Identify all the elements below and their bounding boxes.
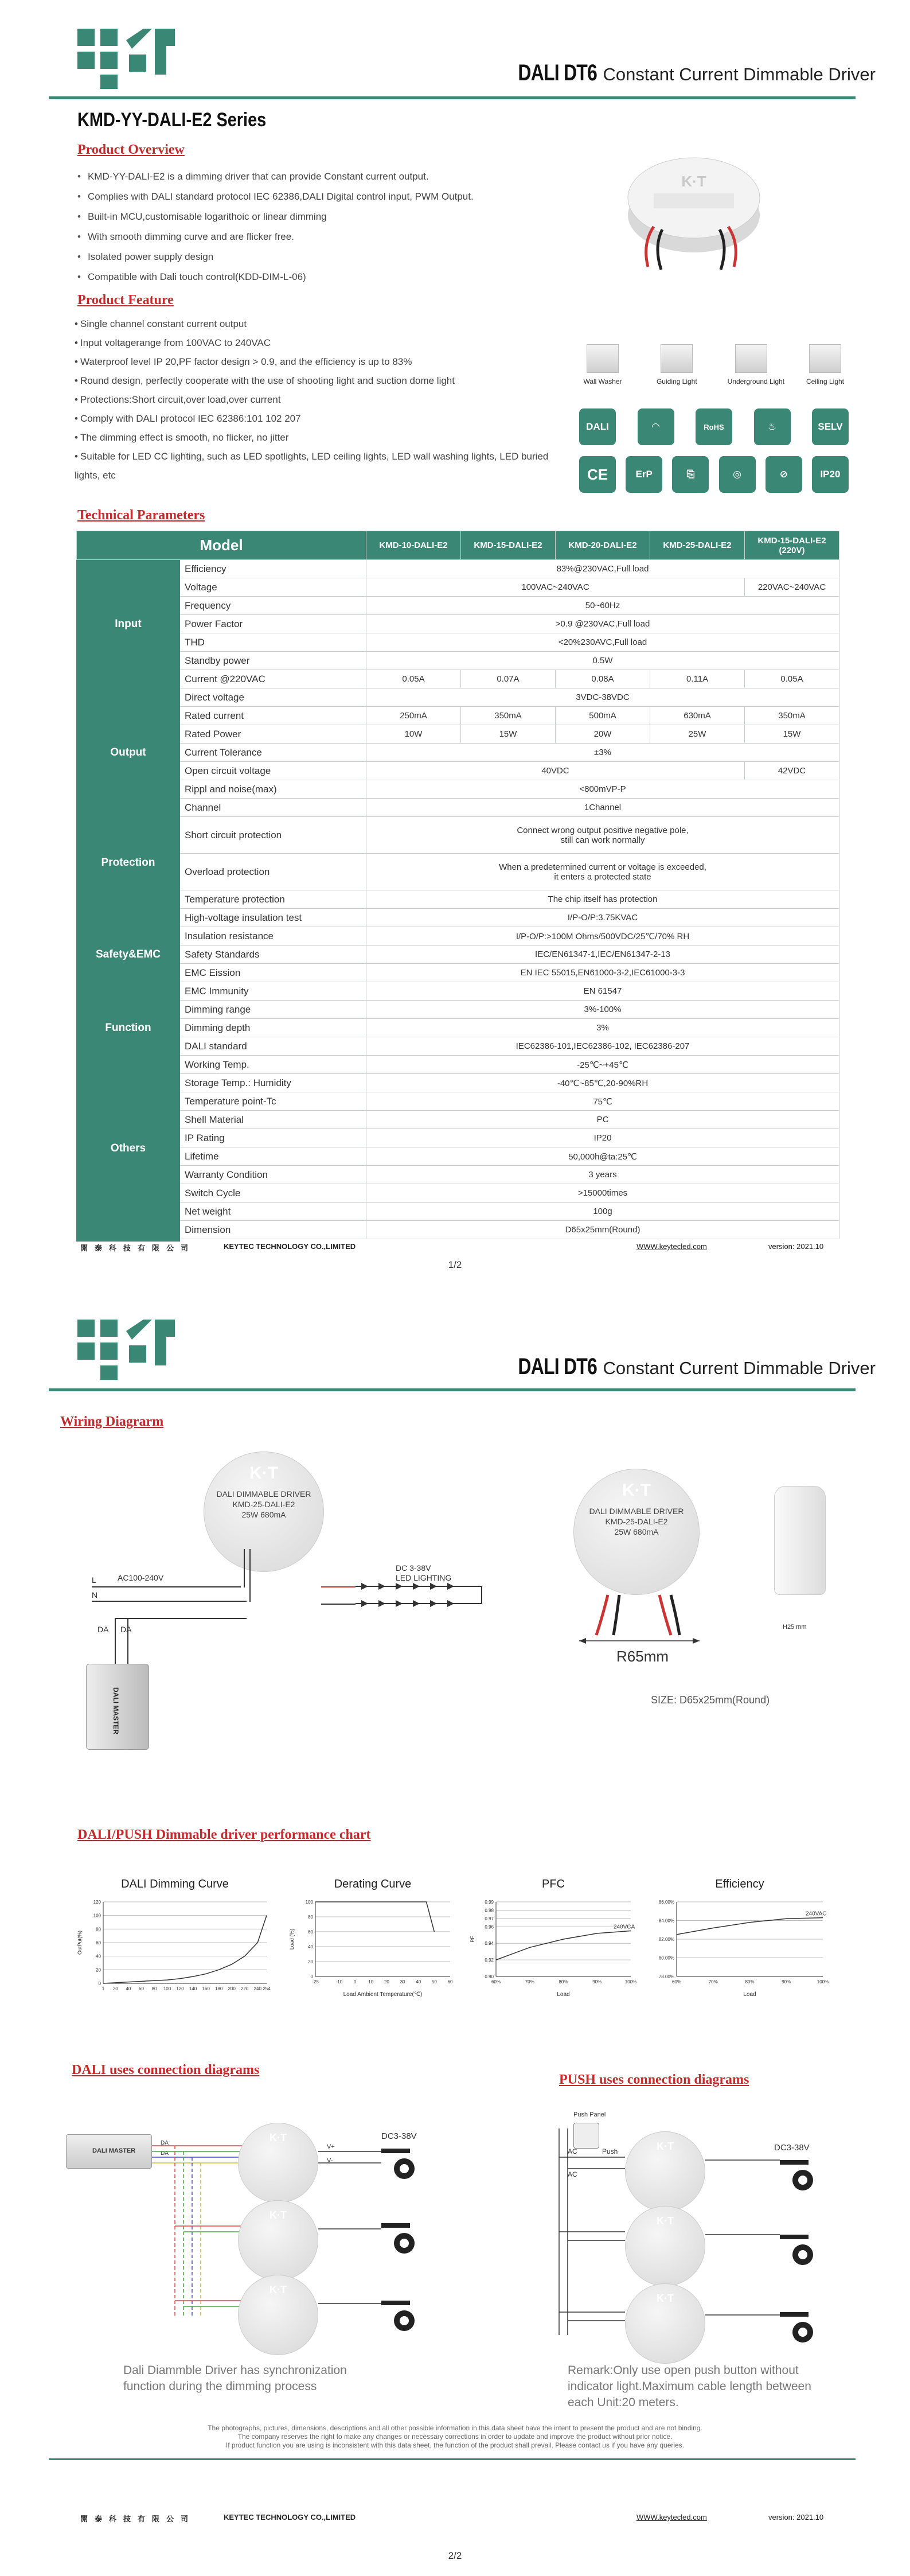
x-tick-label: 20: [112, 1986, 118, 1991]
chart-pfc: [467, 1878, 639, 1999]
model-header: Model: [77, 531, 366, 560]
table-row: Open circuit voltage 40VDC 42VDC: [77, 762, 839, 780]
y-axis-label: Load (%): [289, 1928, 295, 1950]
header-divider: [49, 1388, 856, 1391]
list-item: • Input voltagerange from 100VAC to 240VAC: [75, 333, 556, 352]
spotlight-icon: [780, 2232, 820, 2266]
series-name-label: 240VAC: [806, 1910, 827, 1917]
y-tick-label: 80: [96, 1927, 101, 1932]
pfc-chart-svg: [467, 1896, 639, 1999]
group-safety-emc: Safety&EMC: [77, 909, 180, 1001]
footer: 開泰科技有限公司 KEYTEC TECHNOLOGY CO.,LIMITED WWW.keytecled.com version: 2021.10: [80, 2513, 824, 2523]
x-axis-label: Load: [743, 1991, 756, 1998]
driver-cables-icon: [568, 1583, 711, 1658]
dc-label: DC3-38V: [381, 2131, 417, 2141]
x-tick-label: 90%: [782, 1979, 791, 1984]
ceiling-light-icon: [809, 344, 841, 373]
x-tick-label: 20: [384, 1979, 389, 1984]
series-line: [103, 1916, 267, 1983]
l-label: L: [92, 1575, 96, 1585]
feature-title: Product Feature: [77, 293, 174, 308]
x-axis-label: Load Ambient Temperature(℃): [343, 1991, 423, 1998]
list-item: • The dimming effect is smooth, no flicker, no jitter: [75, 428, 556, 447]
led-string-icon: [356, 1581, 487, 1609]
app-wall-washer: Wall Washer: [579, 344, 626, 390]
dali-connection-title: DALI uses connection diagrams: [72, 2063, 260, 2077]
group-others: Others: [77, 1056, 180, 1242]
table-row: Insulation resistance I/P-O/P:>100M Ohms/500VDC/25℃/70% RH: [77, 927, 839, 945]
y-tick-label: 0.96: [485, 1924, 494, 1930]
push-caption: Remark:Only use open push button without indicator light.Maximum cable length between each Unit:20 meters.: [568, 2364, 811, 2409]
da-label-1: DA: [97, 1625, 109, 1634]
table-row: Frequency 50~60Hz: [77, 597, 839, 615]
table-row: Rated Power 10W 15W 20W 25W 15W: [77, 725, 839, 744]
ac-label: AC100-240V: [118, 1573, 164, 1582]
table-row: THD <20%230AVC,Full load: [77, 633, 839, 652]
x-tick-label: 1: [101, 1986, 105, 1991]
table-row: Output Direct voltage 3VDC-38VDC: [77, 688, 839, 707]
header-title: DALI DT6 Constant Current Dimmable Driver: [518, 1354, 876, 1379]
website-link[interactable]: WWW.keytecled.com: [636, 1242, 707, 1251]
driver-unit-3: K·T: [625, 2283, 705, 2364]
table-row: Voltage 100VAC~240VAC 220VAC~240VAC: [77, 578, 839, 597]
chart-title: Efficiency: [715, 1878, 764, 1890]
table-row: IP Rating IP20: [77, 1129, 839, 1147]
model-15: KMD-15-DALI-E2: [461, 531, 556, 560]
x-tick-label: 90%: [592, 1979, 602, 1984]
overview-title: Product Overview: [77, 142, 185, 157]
x-tick-label: 70%: [525, 1979, 534, 1984]
da-label: DA: [161, 2150, 169, 2157]
driver-unit-1: K·T: [238, 2123, 318, 2203]
table-row: Net weight 100g: [77, 1203, 839, 1221]
group-protection: Protection: [77, 817, 180, 909]
dali-master-box: DALI MASTER: [66, 2134, 152, 2169]
table-row: Others Working Temp. -25℃~+45℃: [77, 1056, 839, 1074]
ac-label: AC: [568, 2170, 577, 2178]
dali-master-device: DALI MASTER: [86, 1664, 149, 1750]
overview-list: [77, 166, 474, 287]
wall-washer-icon: [587, 344, 619, 373]
spotlight-icon: [780, 2309, 820, 2344]
chart-title: PFC: [542, 1878, 565, 1890]
dc-label: DC3-38V: [774, 2143, 810, 2153]
driver-unit-2: K·T: [625, 2206, 705, 2286]
da-label-2: DA: [120, 1625, 132, 1634]
x-tick-label: 120: [176, 1986, 184, 1991]
y-tick-label: 0.98: [485, 1908, 494, 1913]
h25-label: H25 mm: [783, 1624, 807, 1631]
list-item: • Complies with DALI standard protocol IEC 62386,DALI Digital control input, PWM Output.: [77, 186, 474, 207]
series-line: [496, 1931, 631, 1960]
x-tick-label: 60%: [491, 1979, 501, 1984]
x-tick-label: 254: [263, 1986, 271, 1991]
dali-cert-icon: DALI: [579, 408, 616, 445]
table-row: Switch Cycle >15000times: [77, 1184, 839, 1203]
y-tick-label: 0.94: [485, 1941, 494, 1947]
x-tick-label: 10: [368, 1979, 374, 1984]
model-25: KMD-25-DALI-E2: [650, 531, 745, 560]
company-en: KEYTEC TECHNOLOGY CO.,LIMITED: [224, 1242, 356, 1251]
list-item: • KMD-YY-DALI-E2 is a dimming driver that can provide Constant current output.: [77, 166, 474, 186]
series-name-label: 240VCA: [614, 1924, 635, 1931]
website-link[interactable]: WWW.keytecled.com: [636, 2513, 707, 2521]
vminus-label: V-: [327, 2157, 333, 2164]
table-row: Function Dimming range 3%-100%: [77, 1001, 839, 1019]
y-tick-label: 100: [93, 1913, 101, 1919]
y-tick-label: 80.00%: [658, 1955, 674, 1961]
footer-divider: [49, 2458, 856, 2460]
r65-label: R65mm: [616, 1648, 669, 1665]
table-row: Temperature protection The chip itself has protection: [77, 890, 839, 909]
ip20-cert-icon: IP20: [812, 456, 849, 493]
y-axis-label: PF: [470, 1936, 475, 1943]
x-tick-label: 50: [431, 1979, 437, 1984]
svg-text:K·T: K·T: [681, 173, 706, 190]
table-row: Rippl and noise(max) <800mVP-P: [77, 780, 839, 799]
dc-label: DC 3-38V: [396, 1563, 431, 1573]
table-row: Dimension D65x25mm(Round): [77, 1221, 839, 1239]
app-underground-light: Underground Light: [728, 344, 775, 390]
y-tick-label: 80: [308, 1915, 313, 1920]
driver-diagram: K·T DALI DIMMABLE DRIVER KMD-25-DALI-E2 25W 680mA: [204, 1452, 324, 1572]
header-title-small: Constant Current Dimmable Driver: [603, 64, 876, 84]
y-tick-label: 40: [96, 1954, 101, 1959]
spotlight-icon: [381, 2220, 421, 2255]
gtk-cert-icon: ◎: [719, 456, 756, 493]
technical-parameters-table: [76, 531, 839, 1242]
table-row: Storage Temp.: Humidity -40℃~85℃,20-90%RH: [77, 1074, 839, 1092]
wiring-title: Wiring Diagrarm: [60, 1414, 164, 1429]
app-ceiling-light: Ceiling Light: [802, 344, 849, 390]
x-tick-label: -25: [312, 1979, 319, 1984]
x-tick-label: 80: [151, 1986, 157, 1991]
y-tick-label: 100: [305, 1900, 313, 1905]
x-tick-label: -10: [335, 1979, 343, 1984]
feature-list: [75, 314, 556, 485]
list-item: • Isolated power supply design: [77, 247, 474, 267]
list-item: • Compatible with Dali touch control(KDD-DIM-L-06): [77, 267, 474, 287]
tc-icon: ♨: [754, 408, 791, 445]
performance-title: DALI/PUSH Dimmable driver performance chart: [77, 1827, 371, 1842]
pb-free-icon: ⊘: [766, 456, 802, 493]
ce-cert-icon: CE: [579, 456, 616, 493]
chart-efficiency: [648, 1878, 831, 1999]
y-tick-label: 120: [93, 1900, 101, 1905]
table-row: Safety Standards IEC/EN61347-1,IEC/EN61347-2-13: [77, 945, 839, 964]
y-tick-label: 0.99: [485, 1900, 494, 1905]
y-tick-label: 78.00%: [658, 1974, 674, 1979]
driver-dimension-diagram: K·T DALI DIMMABLE DRIVER KMD-25-DALI-E2 25W 680mA: [573, 1469, 700, 1595]
y-tick-label: 0.97: [485, 1916, 494, 1921]
application-icons: [579, 344, 849, 390]
keytec-logo-icon: [75, 1314, 178, 1383]
header-title-big: DALI DT6: [518, 60, 597, 85]
group-function: Function: [77, 1001, 180, 1056]
underground-light-icon: [735, 344, 767, 373]
group-output: Output: [77, 688, 180, 817]
cert-row-2: [579, 456, 849, 493]
x-tick-label: 160: [202, 1986, 210, 1991]
footer: [80, 1242, 853, 1259]
list-item: • Comply with DALI protocol IEC 62386:101 102 207: [75, 409, 556, 428]
app-guiding-light: Guiding Light: [653, 344, 700, 390]
table-row: Warranty Condition 3 years: [77, 1166, 839, 1184]
x-tick-label: 240: [253, 1986, 261, 1991]
cert-row-1: [579, 408, 849, 445]
x-tick-label: 30: [400, 1979, 405, 1984]
page-2: [0, 1297, 910, 2576]
header-title: [498, 60, 876, 86]
n-label: N: [92, 1590, 98, 1600]
model-10: KMD-10-DALI-E2: [366, 531, 461, 560]
x-tick-label: 60%: [671, 1979, 682, 1984]
dali-dimming-chart-svg: [75, 1896, 275, 1999]
ac-label: AC: [568, 2147, 577, 2155]
driver-unit-3: K·T: [238, 2275, 318, 2355]
company-cn: 開泰科技有限公司: [80, 1244, 196, 1252]
x-tick-label: 100%: [817, 1979, 829, 1984]
derating-chart-svg: [287, 1896, 459, 1999]
version: version: 2021.10: [768, 1242, 824, 1251]
selv-cert-icon: SELV: [812, 408, 849, 445]
da-label: DA: [161, 2140, 169, 2146]
push-connection-title: PUSH uses connection diagrams: [559, 2072, 749, 2087]
x-tick-label: 60: [139, 1986, 144, 1991]
chart-title: Derating Curve: [334, 1878, 412, 1890]
dimmable-icon: ◠: [638, 408, 674, 445]
chart-derating: [287, 1878, 459, 1999]
table-row: EMC Eission EN IEC 55015,EN61000-3-2,IEC61000-3-3: [77, 964, 839, 982]
x-tick-label: 40: [126, 1986, 131, 1991]
spotlight-icon: [381, 2298, 421, 2332]
table-row: Channel 1Channel: [77, 799, 839, 817]
x-tick-label: 100: [163, 1986, 171, 1991]
table-row: Safety&EMC High-voltage insulation test I/P-O/P:3.75KVAC: [77, 909, 839, 927]
list-item: • With smooth dimming curve and are flicker free.: [77, 227, 474, 247]
rohs-cert-icon: RoHS: [696, 408, 732, 445]
model-20: KMD-20-DALI-E2: [556, 531, 650, 560]
model-15-220v: KMD-15-DALI-E2 (220V): [745, 531, 839, 560]
page-number: 1/2: [448, 1259, 462, 1270]
x-tick-label: 200: [228, 1986, 236, 1991]
table-row: Standby power 0.5W: [77, 652, 839, 670]
led-lighting-label: LED LIGHTING: [396, 1573, 452, 1582]
series-title: KMD-YY-DALI-E2 Series: [77, 109, 267, 131]
table-row: [77, 1239, 839, 1242]
list-item: • Protections:Short circuit,over load,over current: [75, 390, 556, 409]
y-tick-label: 0: [98, 1981, 101, 1986]
efficiency-chart-svg: [648, 1896, 831, 1999]
x-tick-label: 220: [241, 1986, 249, 1991]
table-row: Temperature point-Tc 75℃: [77, 1092, 839, 1111]
spotlight-icon: [381, 2146, 421, 2180]
y-tick-label: 60: [308, 1929, 313, 1935]
table-row: Protection Short circuit protection Connect wrong output positive negative pole, still can work normally: [77, 817, 839, 854]
push-panel-label: Push Panel: [573, 2111, 606, 2118]
size-label: SIZE: D65x25mm(Round): [651, 1694, 770, 1706]
x-tick-label: 70%: [708, 1979, 718, 1984]
y-tick-label: 20: [96, 1967, 101, 1973]
driver-unit-1: K·T: [625, 2131, 705, 2212]
x-tick-label: 80%: [745, 1979, 755, 1984]
table-header-row: [77, 531, 839, 560]
y-tick-label: 40: [308, 1944, 313, 1949]
y-axis-label: OutPut(%): [77, 1930, 83, 1955]
header-divider: [49, 96, 856, 99]
guiding-light-icon: [661, 344, 693, 373]
list-item: • Waterproof level IP 20,PF factor design > 0.9, and the efficiency is up to 83%: [75, 352, 556, 371]
table-row: Current @220VAC 0.05A 0.07A 0.08A 0.11A 0.05A: [77, 670, 839, 688]
disclaimer: The photographs, pictures, dimensions, descriptions and all other possible information in this data sheet have the intent to present the product and are not binding. The company reserves the right to make any changes or necessary corrections in order to update and improve the product without prior notice. If product function you are using is inconsistent with this data sheet, the function of the product shall prevail. Please contact us if you have any queries.: [208, 2424, 702, 2449]
x-tick-label: 100%: [624, 1979, 637, 1984]
table-row: Current Tolerance ±3%: [77, 744, 839, 762]
table-row: Lifetime 50,000h@ta:25℃: [77, 1147, 839, 1166]
erp-cert-icon: ErP: [626, 456, 662, 493]
x-tick-label: 0: [353, 1979, 357, 1984]
x-axis-label: Load: [557, 1991, 570, 1998]
y-tick-label: 82.00%: [658, 1937, 674, 1942]
table-row: Power Factor >0.9 @230VAC,Full load: [77, 615, 839, 633]
driver-unit-2: K·T: [238, 2200, 318, 2281]
x-tick-label: 180: [214, 1986, 223, 1991]
y-tick-label: 60: [96, 1940, 101, 1945]
table-row: Rated current 250mA 350mA 500mA 630mA 350mA: [77, 707, 839, 725]
table-row: DALI standard IEC62386-101,IEC62386-102, IEC62386-207: [77, 1037, 839, 1056]
product-photo: [619, 129, 768, 273]
table-row: EMC Immunity EN 61547: [77, 982, 839, 1001]
driver-side-view: [774, 1486, 826, 1595]
spotlight-icon: [780, 2157, 820, 2192]
y-tick-label: 0.92: [485, 1958, 494, 1963]
x-tick-label: 80%: [559, 1979, 568, 1984]
x-tick-label: 40: [416, 1979, 421, 1984]
list-item: • Single channel constant current output: [75, 314, 556, 333]
dali-caption: Dali Diammble Driver has synchronization function during the dimming process: [123, 2364, 347, 2393]
list-item: • Suitable for LED CC lighting, such as LED spotlights, LED ceiling lights, LED wall washing lights, LED buried lights, etc: [75, 447, 556, 485]
table-row: Overload protection When a predetermined current or voltage is exceeded, it enters a protected state: [77, 854, 839, 890]
vplus-label: V+: [327, 2143, 335, 2150]
keytec-logo-icon: [75, 23, 178, 92]
x-tick-label: 140: [189, 1986, 197, 1991]
x-tick-label: 60: [447, 1979, 453, 1984]
y-tick-label: 20: [308, 1959, 313, 1964]
push-label: Push: [602, 2147, 618, 2155]
chart-dali-dimming: [75, 1878, 275, 1999]
y-tick-label: 86.00%: [658, 1900, 674, 1905]
y-tick-label: 84.00%: [658, 1918, 674, 1924]
list-item: • Built-in MCU,customisable logarithoic or linear dimming: [77, 207, 474, 227]
page-number: 2/2: [448, 2550, 462, 2561]
table-row: Shell Material PC: [77, 1111, 839, 1129]
table-row: Input Efficiency 83%@230VAC,Full load: [77, 560, 839, 578]
table-row: Dimming depth 3%: [77, 1019, 839, 1037]
list-item: • Round design, perfectly cooperate with the use of shooting light and suction dome light: [75, 371, 556, 390]
y-tick-label: 0.90: [485, 1974, 494, 1979]
group-input: Input: [77, 560, 180, 688]
technical-title: Technical Parameters: [77, 508, 205, 523]
recycle-icon: ⎘: [672, 456, 709, 493]
y-tick-label: 0: [310, 1974, 313, 1979]
chart-title: DALI Dimming Curve: [121, 1878, 229, 1890]
